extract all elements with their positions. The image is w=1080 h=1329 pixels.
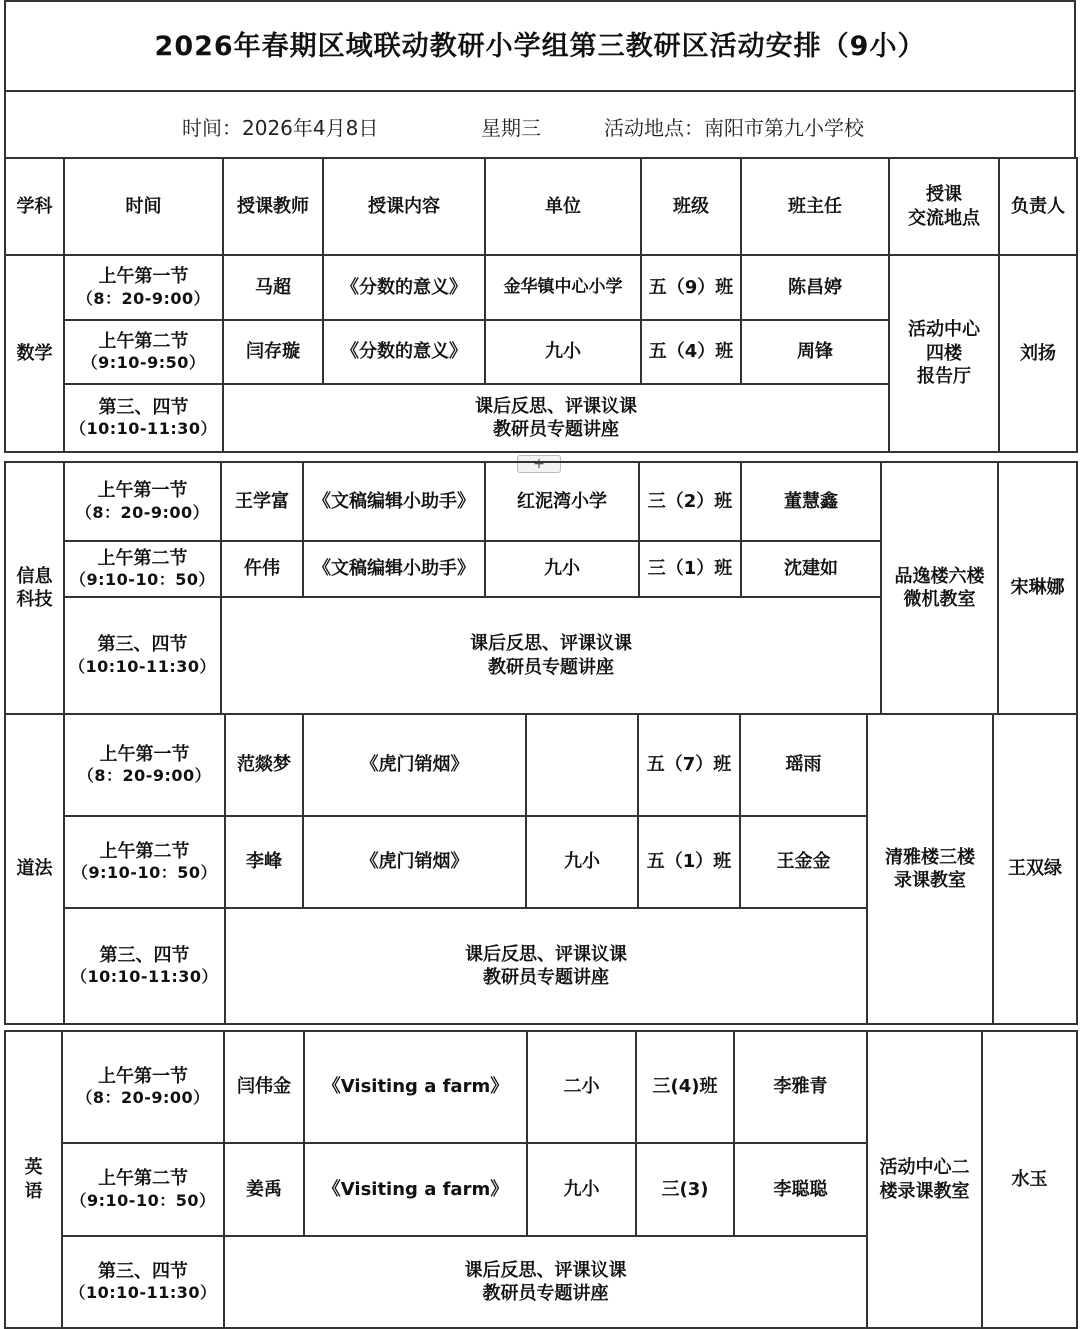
content-cell: 《分数的意义》 [323,320,485,384]
unit-cell: 九小 [485,320,641,384]
summary-cell: 课后反思、评课议课 教研员专题讲座 [224,1236,867,1328]
time-cell: 上午第一节 （8：20-9:00） [64,255,223,320]
leader-cell: 刘扬 [999,255,1077,452]
content-cell: 《Visiting a farm》 [304,1031,527,1143]
time-cell: 上午第一节 （8：20-9:00） [64,462,221,541]
class-cell: 三(3) [636,1143,734,1236]
content-cell: 《文稿编辑小助手》 [303,541,485,597]
header-unit: 单位 [485,158,641,255]
table-row [5,714,1077,816]
unit-cell: 金华镇中心小学 [485,255,641,320]
head-teacher-cell: 李雅青 [734,1031,867,1143]
venue-cell: 品逸楼六楼 微机教室 [881,462,998,714]
info-tech-table [4,461,1078,715]
venue-cell: 活动中心二 楼录课教室 [867,1031,982,1328]
content-cell: 《文稿编辑小助手》 [303,462,485,541]
teacher-cell: 马超 [223,255,323,320]
content-cell: 《Visiting a farm》 [304,1143,527,1236]
header-teacher: 授课教师 [223,158,323,255]
class-cell: 三（1）班 [639,541,741,597]
head-teacher-cell: 陈昌婷 [741,255,889,320]
unit-cell: 九小 [527,1143,636,1236]
header-venue: 授课 交流地点 [889,158,999,255]
teacher-cell: 仵伟 [221,541,303,597]
class-cell: 五（7）班 [638,714,740,816]
head-teacher-cell: 周锋 [741,320,889,384]
header-leader: 负责人 [999,158,1077,255]
math-table [4,157,1078,453]
english-table [4,1030,1078,1329]
time-cell: 第三、四节 （10:10-11:30） [64,597,221,714]
time-cell: 上午第二节 （9:10-10：50） [62,1143,224,1236]
time-cell: 上午第二节 （9:10-10：50） [64,816,225,908]
info-box [4,90,1076,157]
teacher-cell: 闫伟金 [224,1031,304,1143]
unit-cell [526,714,638,816]
header-row [5,158,1077,255]
location-text: 活动地点：南阳市第九小学校 [604,116,864,140]
summary-cell: 课后反思、评课议课 教研员专题讲座 [225,908,867,1024]
teacher-cell: 范燚梦 [225,714,303,816]
head-teacher-cell: 沈建如 [741,541,881,597]
subject-cell: 数学 [5,255,64,452]
head-teacher-cell: 瑶雨 [740,714,867,816]
teacher-cell: 王学富 [221,462,303,541]
table-row [5,1031,1077,1143]
head-teacher-cell: 李聪聪 [734,1143,867,1236]
class-cell: 五（1）班 [638,816,740,908]
unit-cell: 九小 [526,816,638,908]
time-cell: 上午第一节 （8：20-9:00） [64,714,225,816]
subject-cell: 英 语 [5,1031,62,1328]
title-box [4,0,1076,91]
header-subject: 学科 [5,158,64,255]
unit-cell: 九小 [485,541,639,597]
time-cell: 第三、四节 （10:10-11:30） [64,384,223,452]
time-cell: 上午第二节 （9:10-9:50） [64,320,223,384]
class-cell: 五（9）班 [641,255,741,320]
content-cell: 《虎门销烟》 [303,816,526,908]
header-content: 授课内容 [323,158,485,255]
teacher-cell: 姜禹 [224,1143,304,1236]
teacher-cell: 李峰 [225,816,303,908]
header-class: 班级 [641,158,741,255]
table-row [5,462,1077,541]
venue-cell: 活动中心 四楼 报告厅 [889,255,999,452]
weekday-text: 星期三 [481,116,541,140]
insert-row-button[interactable]: + [517,455,561,473]
class-cell: 三（2）班 [639,462,741,541]
morality-table [4,713,1078,1025]
time-cell: 上午第一节 （8：20-9:00） [62,1031,224,1143]
venue-cell: 清雅楼三楼 录课教室 [867,714,993,1024]
subject-cell: 道法 [5,714,64,1024]
header-time: 时间 [64,158,223,255]
unit-cell: 二小 [527,1031,636,1143]
time-cell: 第三、四节 （10:10-11:30） [64,908,225,1024]
class-cell: 三(4)班 [636,1031,734,1143]
header-head-teacher: 班主任 [741,158,889,255]
time-cell: 第三、四节 （10:10-11:30） [62,1236,224,1328]
content-cell: 《分数的意义》 [323,255,485,320]
unit-cell: 红泥湾小学 [485,462,639,541]
table-row [5,255,1077,320]
summary-cell: 课后反思、评课议课 教研员专题讲座 [221,597,881,714]
class-cell: 五（4）班 [641,320,741,384]
date-text: 时间：2026年4月8日 [182,116,379,140]
leader-cell: 宋琳娜 [998,462,1077,714]
time-cell: 上午第二节 （9:10-10：50） [64,541,221,597]
content-cell: 《虎门销烟》 [303,714,526,816]
head-teacher-cell: 王金金 [740,816,867,908]
leader-cell: 王双绿 [993,714,1077,1024]
summary-cell: 课后反思、评课议课 教研员专题讲座 [223,384,889,452]
page-title: 2026年春期区域联动教研小学组第三教研区活动安排（9小） [154,31,926,62]
teacher-cell: 闫存璇 [223,320,323,384]
leader-cell: 水玉 [982,1031,1077,1328]
subject-cell: 信息 科技 [5,462,64,714]
head-teacher-cell: 董慧鑫 [741,462,881,541]
